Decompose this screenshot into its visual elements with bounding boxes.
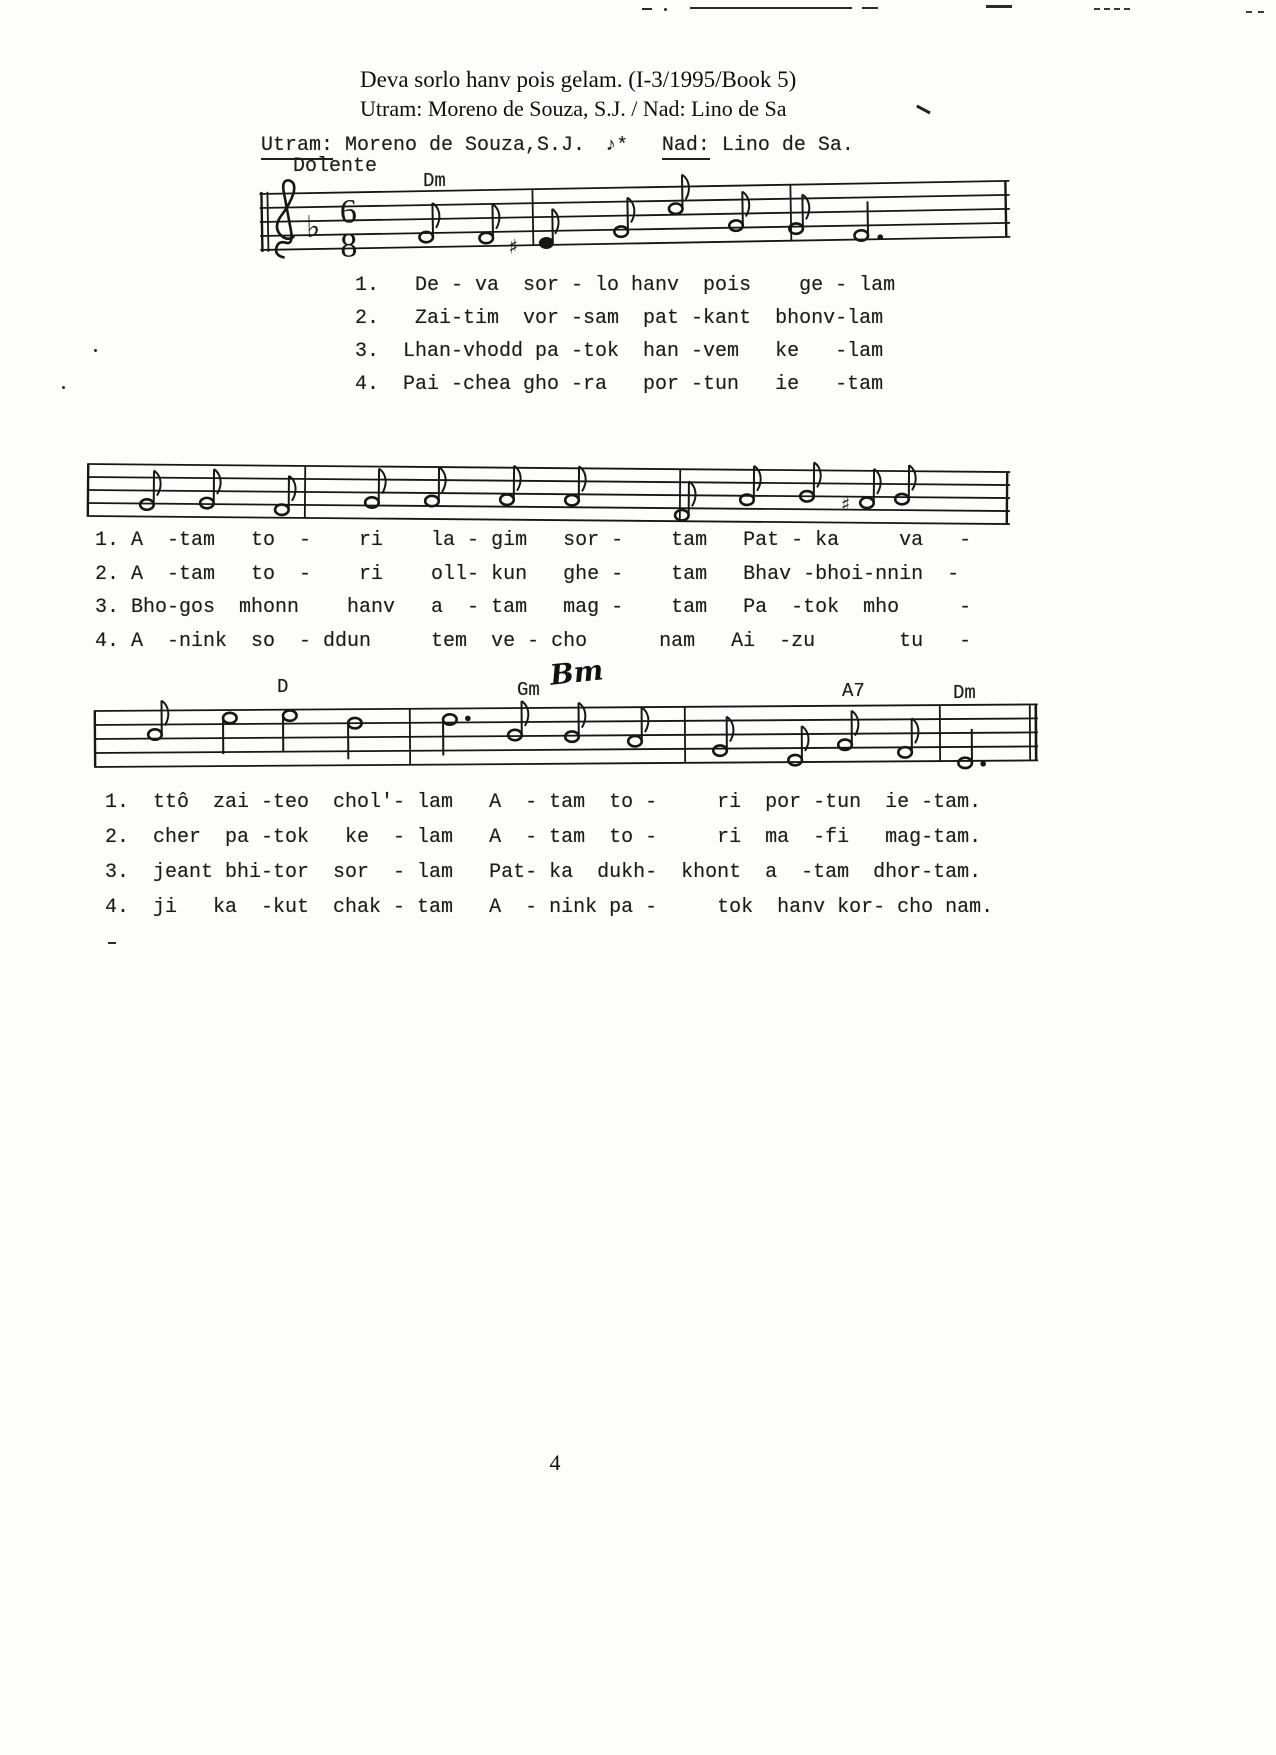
scan-artifact: [1246, 11, 1264, 13]
note: [283, 710, 297, 751]
sharp-accidental: ♯: [508, 234, 519, 259]
verse-line: 1. A -tam to - ri la - gim sor - tam Pat - ka va -: [95, 529, 972, 552]
note: [565, 466, 586, 505]
chord-label-dm: Dm: [423, 170, 446, 192]
note: [508, 701, 529, 740]
note: [668, 174, 689, 214]
scan-artifact: [108, 942, 116, 944]
note: [614, 197, 635, 237]
time-signature-top: 6: [339, 193, 358, 231]
note: [740, 466, 761, 505]
scan-artifact: [862, 7, 878, 9]
note: [200, 469, 221, 508]
verse-line: 1. ttô zai -teo chol'- lam A - tam to - ri por -tun ie -tam.: [105, 791, 982, 814]
time-signature-bottom: 8: [340, 227, 358, 265]
note: [443, 714, 457, 755]
verse-block-3: [105, 793, 993, 933]
note: [898, 718, 919, 757]
treble-clef: [275, 180, 296, 257]
printed-header: [360, 66, 796, 122]
scan-artifact: [986, 5, 1012, 8]
augmentation-dot: [465, 716, 471, 722]
note: [223, 713, 237, 754]
note: [419, 203, 440, 243]
staff-system-3: [92, 688, 1043, 790]
note: [675, 481, 696, 520]
verse-line: 4. Pai -chea gho -ra por -tun ie -tam: [355, 373, 884, 396]
note: [348, 718, 362, 759]
nad-value: Lino de Sa.: [709, 134, 854, 157]
verse-block-1: [355, 276, 895, 408]
chord-label-d: D: [277, 676, 289, 698]
scan-artifact: [1094, 8, 1130, 10]
note: [365, 468, 386, 507]
verse-line: 2. Zai-tim vor -sam pat -kant bhonv-lam: [355, 307, 884, 330]
staff-system-1: [257, 163, 1019, 276]
typed-credit-line: [261, 134, 854, 157]
song-title: Deva sorlo hanv pois gelam. (I-3/1995/Book 5): [360, 67, 797, 92]
scan-artifact: [690, 7, 852, 9]
scan-artifact: [62, 386, 65, 389]
note: [788, 726, 809, 765]
utram-label: Utram:: [261, 134, 333, 160]
augmentation-dot: [980, 761, 986, 767]
note: [838, 711, 859, 750]
note: [500, 466, 521, 505]
verse-line: 2. cher pa -tok ke - lam A - tam to - ri ma -fi mag-tam.: [105, 826, 982, 849]
note-glyph-mark: ♪*: [605, 134, 628, 156]
note: [628, 707, 649, 746]
verse-block-2: [95, 531, 971, 665]
note: [860, 469, 881, 508]
page-number: 4: [549, 1450, 561, 1475]
note: [958, 729, 972, 768]
song-credits-printed: Utram: Moreno de Souza, S.J. / Nad: Lino de Sa: [360, 95, 787, 121]
chord-label-dm: Dm: [953, 682, 976, 704]
chord-label-gm: Gm: [517, 679, 540, 701]
tempo-marking: Dolente: [293, 155, 378, 178]
verse-line: 3. jeant bhi-tor sor - lam Pat- ka dukh- khont a -tam dhor-tam.: [105, 861, 982, 884]
scan-tick-mark: [916, 105, 930, 114]
note: [854, 201, 868, 240]
note: [275, 476, 296, 515]
note: [425, 467, 446, 506]
verse-line: 1. De - va sor - lo hanv pois ge - lam: [355, 274, 896, 297]
note: [479, 204, 500, 244]
scan-artifact: [642, 8, 652, 10]
chord-label-bm-handwritten: Bm: [548, 653, 605, 692]
verse-line: 3. Lhan-vhodd pa -tok han -vem ke -lam: [355, 340, 884, 363]
note: [713, 717, 734, 756]
scan-artifact: [664, 8, 667, 11]
utram-value: Moreno de Souza,S.J.: [333, 134, 598, 157]
nad-label: Nad:: [662, 134, 710, 160]
key-flat-sign: ♭: [305, 209, 321, 246]
note: [148, 700, 169, 739]
verse-line: 2. A -tam to - ri oll- kun ghe - tam Bhav -bhoi-nnin -: [95, 562, 960, 586]
scan-artifact: [94, 349, 97, 352]
verse-line: 3. Bho-gos mhonn hanv a - tam mag - tam Pa -tok mho -: [95, 596, 972, 619]
note: [539, 209, 559, 248]
verse-line: 4. ji ka -kut chak - tam A - nink pa - tok hanv kor- cho nam.: [105, 896, 994, 919]
sharp-accidental: ♯: [840, 493, 851, 516]
note: [729, 191, 750, 231]
verse-line: 4. A -nink so - ddun tem ve - cho nam Ai -zu tu -: [95, 629, 972, 653]
chord-label-a7: A7: [842, 680, 865, 702]
